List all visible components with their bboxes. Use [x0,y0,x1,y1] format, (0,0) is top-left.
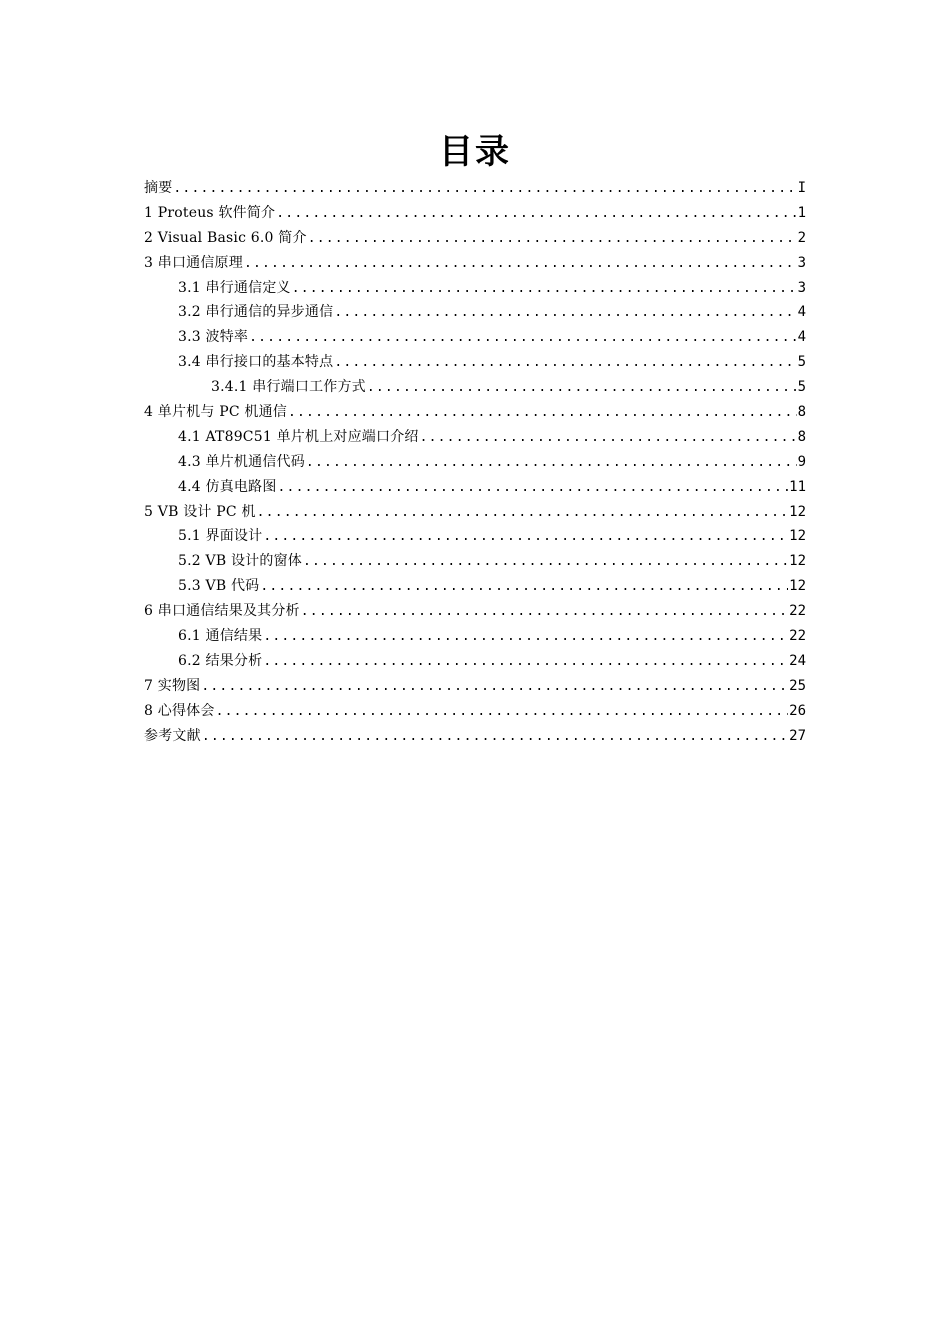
toc-entry[interactable] [144,549,806,574]
toc-entry-text: 5 VB 设计 PC 机 [144,503,256,520]
toc-entry-text: 摘要 [144,180,173,196]
toc-entry-text: 5.1 界面设计 [178,528,263,545]
toc-dot-leader [334,351,796,375]
toc-dot-leader [260,575,788,599]
toc-entry[interactable] [144,375,806,400]
toc-entry-text: 3.2 串行通信的异步通信 [178,304,334,321]
toc-entry[interactable] [144,350,806,375]
toc-entry-page-number: 1 [797,204,806,221]
toc-entry-page-number: 12 [789,578,806,595]
toc-entry-page-number: 26 [789,702,806,719]
toc-entry-text: 6.2 结果分析 [178,652,263,669]
toc-entry[interactable] [144,674,806,699]
toc-entry[interactable] [144,724,806,749]
toc-entry[interactable] [144,475,806,500]
toc-entry-page-number: 2 [797,229,806,246]
toc-entry[interactable] [144,300,806,325]
toc-entry[interactable] [144,425,806,450]
toc-dot-leader [306,451,797,475]
toc-dot-leader [292,277,797,301]
toc-entry[interactable] [144,201,806,226]
toc-dot-leader [263,625,788,649]
toc-entry[interactable] [144,251,806,276]
toc-dot-leader [367,376,797,400]
toc-entry[interactable] [144,574,806,599]
toc-entry-text: 3 串口通信原理 [144,254,243,271]
toc-entry[interactable] [144,325,806,350]
toc-entry-page-number: 22 [789,628,806,645]
toc-entry-text: 3.1 串行通信定义 [178,279,291,296]
toc-entry-page-number: 5 [797,354,806,371]
toc-entry-page-number: 27 [789,727,806,744]
toc-dot-leader [276,202,796,226]
toc-entry-text: 5.3 VB 代码 [178,578,260,595]
toc-entry-text: 4.1 AT89C51 单片机上对应端口介绍 [178,428,419,445]
toc-dot-leader [201,675,788,699]
toc-entry-page-number: 4 [797,304,806,321]
toc-title: 目录 [439,132,511,172]
toc-dot-leader [278,476,789,500]
toc-entry[interactable] [144,699,806,724]
toc-dot-leader [216,700,789,724]
toc-entry[interactable] [144,400,806,425]
toc-entry-page-number: 11 [789,478,806,495]
toc-dot-leader [244,252,797,276]
toc-entry-page-number: 12 [789,553,806,570]
toc-entry-text: 1 Proteus 软件简介 [144,204,276,221]
toc-entry-page-number: 22 [789,603,806,620]
toc-entry-page-number: 9 [797,453,806,470]
toc-entry-text: 4.3 单片机通信代码 [178,453,305,470]
toc-entry-text: 4 单片机与 PC 机通信 [144,404,287,421]
toc-entry-page-number: 24 [789,652,806,669]
toc-entry-page-number: 8 [797,404,806,421]
toc-entry[interactable] [144,276,806,301]
toc-entry-text: 7 实物图 [144,677,201,694]
toc-entry-page-number: 5 [797,379,806,396]
toc-entry-text: 3.4 串行接口的基本特点 [178,354,334,371]
toc-entry[interactable] [144,524,806,549]
toc-entry[interactable] [144,176,806,201]
toc-entry-text: 3.3 波特率 [178,329,249,346]
toc-entry-page-number: I [797,180,806,196]
toc-entry[interactable] [144,450,806,475]
toc-dot-leader [263,650,788,674]
toc-entry-page-number: 25 [789,677,806,694]
toc-entry[interactable] [144,649,806,674]
toc-entry-page-number: 12 [789,503,806,520]
toc-entry-text: 8 心得体会 [144,702,215,719]
toc-entry-text: 5.2 VB 设计的窗体 [178,553,302,570]
toc-entry-page-number: 12 [789,528,806,545]
toc-entry[interactable] [144,500,806,525]
toc-dot-leader [173,177,796,201]
toc-entry-text: 参考文献 [144,727,201,744]
toc-dot-leader [257,501,789,525]
toc-dot-leader [288,401,797,425]
toc-entry[interactable] [144,624,806,649]
toc-entry-text: 4.4 仿真电路图 [178,478,277,495]
toc-dot-leader [303,550,788,574]
toc-entry-page-number: 4 [797,329,806,346]
toc-dot-leader [334,301,796,325]
toc-entry-page-number: 3 [797,279,806,296]
toc-dot-leader [202,725,788,749]
toc-entry-page-number: 8 [797,428,806,445]
toc-entry[interactable] [144,226,806,251]
toc-dot-leader [301,600,788,624]
toc-entry-text: 6 串口通信结果及其分析 [144,603,300,620]
toc-entry-text: 3.4.1 串行端口工作方式 [211,379,366,396]
toc-dot-leader [249,326,796,350]
toc-entry-text: 2 Visual Basic 6.0 简介 [144,229,307,246]
toc-list [144,176,806,748]
toc-entry[interactable] [144,599,806,624]
toc-entry-page-number: 3 [797,254,806,271]
toc-dot-leader [263,525,788,549]
toc-dot-leader [308,227,797,251]
toc-entry-text: 6.1 通信结果 [178,628,263,645]
toc-dot-leader [420,426,797,450]
